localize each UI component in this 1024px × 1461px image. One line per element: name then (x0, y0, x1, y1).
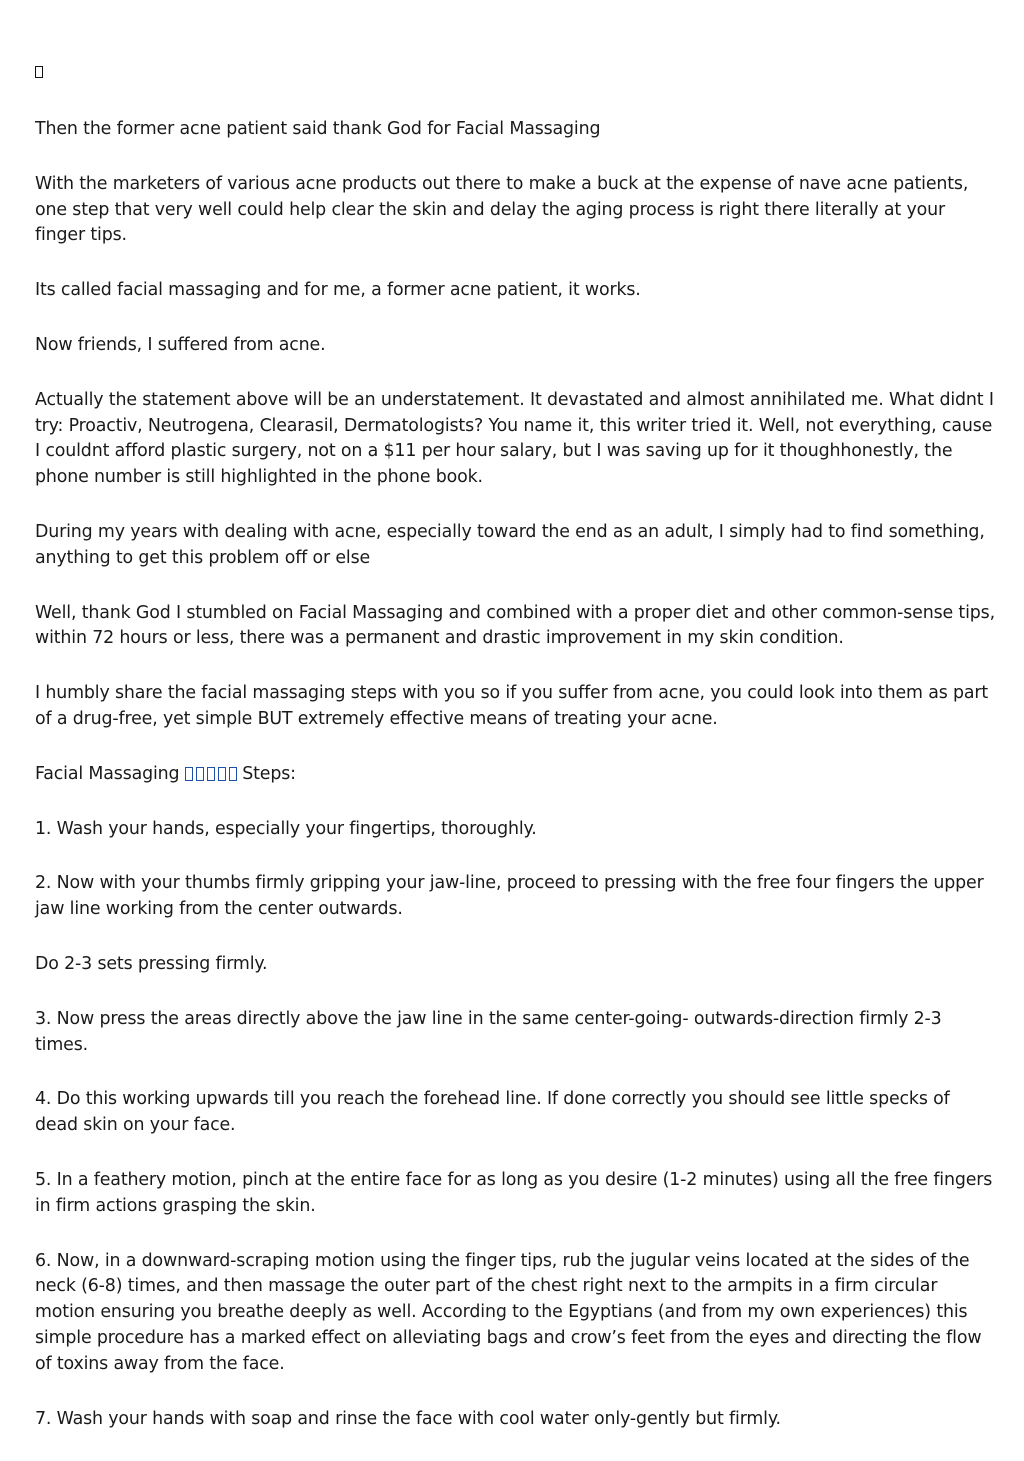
step-2: 2. Now with your thumbs firmly gripping your jaw-line, proceed to pressing with the free four fingers the upper jaw line working from the center outwards. (35, 873, 984, 920)
paragraph-facial-massaging: Its called facial massaging and for me, a former acne patient, it works. (35, 280, 641, 301)
steps-heading-before: Facial Massaging (35, 763, 185, 784)
step-7: 7. Wash your hands with soap and rinse the face with cool water only-gently but firmly. (35, 1408, 781, 1429)
step-4: 4. Do this working upwards till you reach the forehead line. If done correctly you should see little specks of dead skin on your face. (35, 1089, 950, 1136)
step-2-sets: Do 2-3 sets pressing firmly. (35, 953, 268, 974)
article (35, 62, 995, 1461)
steps-heading (35, 762, 995, 788)
paragraph-suffered: Now friends, I suffered from acne. (35, 334, 326, 355)
link-glyph-4 (218, 767, 226, 781)
paragraph-years: During my years with dealing with acne, especially toward the end as an adult, I simply had to find something, anything to get this problem off or else (35, 521, 985, 568)
missing-glyph-icon (35, 62, 995, 84)
step-3: 3. Now press the areas directly above the jaw line in the same center-going- outwards-direction firmly 2-3 times. (35, 1008, 942, 1055)
paragraph-thank-god: Well, thank God I stumbled on Facial Massaging and combined with a proper diet and other common-sense tips, within 72 hours or less, there was a permanent and drastic improvement in my skin condition. (35, 602, 995, 649)
paragraph-humbly-share: I humbly share the facial massaging steps with you so if you suffer from acne, you could look into them as part of a drug-free, yet simple BUT extremely effective means of treating your acne. (35, 683, 989, 729)
link-glyph-5 (229, 767, 237, 781)
step-6: 6. Now, in a downward-scraping motion using the finger tips, rub the jugular veins located at the sides of the neck (6-8) times, and then massage the outer part of the chest right next to the armpits in a firm circular motion ensuring you breathe deeply as well. According to the Egyptians (and from my own experiences) this simple procedure has a marked effect on alleviating bags and crow’s feet from the eyes and directing the flow of toxins away from the face. (35, 1250, 982, 1374)
steps-link[interactable] (185, 764, 237, 784)
article-title-line: Then the former acne patient said thank God for Facial Massaging (35, 119, 601, 139)
link-glyph-2 (196, 767, 204, 781)
steps-heading-after: Steps: (236, 763, 296, 784)
box-glyph (35, 66, 43, 78)
link-glyph-1 (185, 767, 193, 781)
link-glyph-3 (207, 767, 215, 781)
paragraph-understatement: Actually the statement above will be an understatement. It devastated and almost annihilated me. What didnt I try: Proactiv, Neutrogena, Clearasil, Dermatologists? You name it, this writer tried it. Well, not everything, cause I couldnt afford plastic surgery, not on a $11 per hour salary, but I was saving up for it thoughhonestly, the phone number is still highlighted in the phone book. (35, 389, 994, 488)
step-1: 1. Wash your hands, especially your fingertips, thoroughly. (35, 818, 537, 839)
step-5: 5. In a feathery motion, pinch at the entire face for as long as you desire (1-2 minutes) using all the free fingers in firm actions grasping the skin. (35, 1169, 993, 1216)
intro-paragraph: With the marketers of various acne products out there to make a buck at the expense of nave acne patients, one step that very well could help clear the skin and delay the aging process is right there literally at your finger tips. (35, 173, 969, 246)
